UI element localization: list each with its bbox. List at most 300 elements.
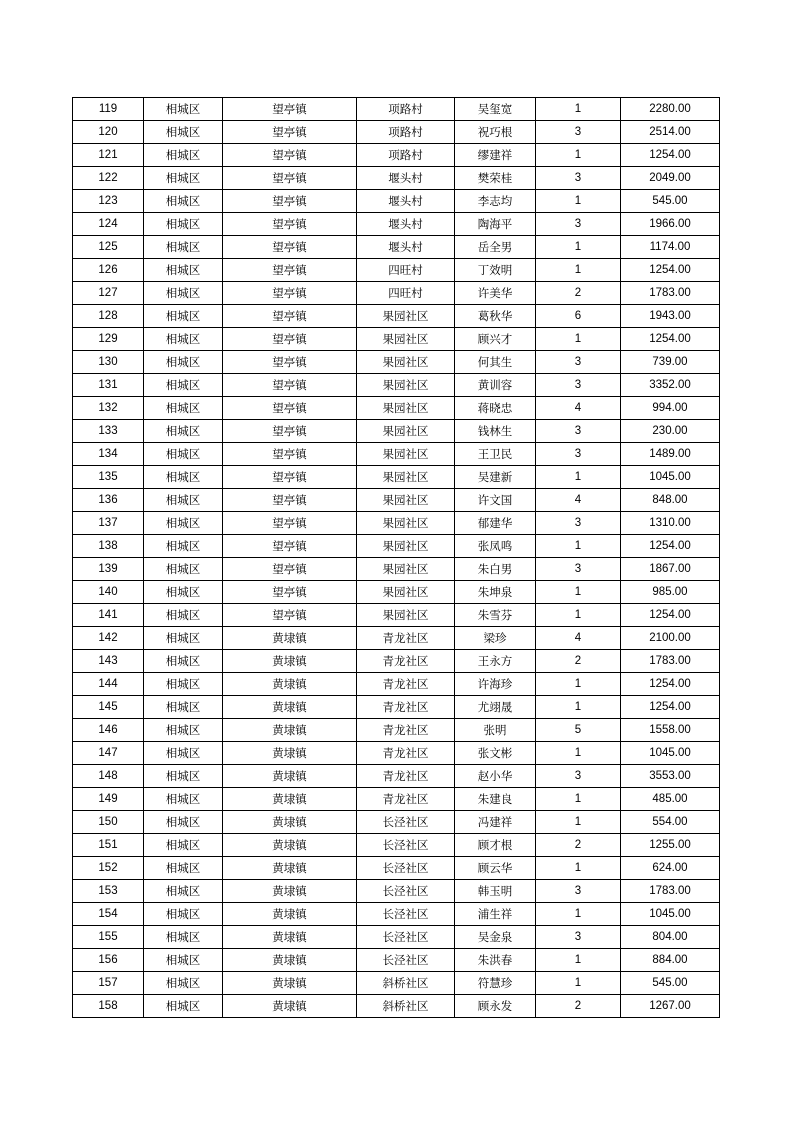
district-cell: 相城区 [144, 535, 223, 558]
household-size-cell: 5 [536, 719, 621, 742]
village-cell: 堰头村 [357, 213, 455, 236]
name-cell: 祝巧根 [455, 121, 536, 144]
row-number: 120 [73, 121, 144, 144]
district-cell: 相城区 [144, 443, 223, 466]
row-number: 145 [73, 696, 144, 719]
town-cell: 望亭镇 [223, 397, 357, 420]
table-row [73, 512, 720, 535]
town-cell: 黄埭镇 [223, 673, 357, 696]
household-size-cell: 3 [536, 558, 621, 581]
name-cell: 许文国 [455, 489, 536, 512]
household-size-cell: 3 [536, 880, 621, 903]
name-cell: 冯建祥 [455, 811, 536, 834]
district-cell: 相城区 [144, 673, 223, 696]
row-number: 155 [73, 926, 144, 949]
amount-cell: 1943.00 [621, 305, 720, 328]
table-row [73, 719, 720, 742]
village-cell: 果园社区 [357, 374, 455, 397]
table-row [73, 167, 720, 190]
row-number: 153 [73, 880, 144, 903]
row-number: 137 [73, 512, 144, 535]
village-cell: 青龙社区 [357, 650, 455, 673]
district-cell: 相城区 [144, 972, 223, 995]
town-cell: 望亭镇 [223, 282, 357, 305]
name-cell: 王永方 [455, 650, 536, 673]
district-cell: 相城区 [144, 121, 223, 144]
table-row [73, 995, 720, 1018]
district-cell: 相城区 [144, 742, 223, 765]
household-size-cell: 2 [536, 834, 621, 857]
district-cell: 相城区 [144, 236, 223, 259]
name-cell: 张文彬 [455, 742, 536, 765]
amount-cell: 1174.00 [621, 236, 720, 259]
town-cell: 黄埭镇 [223, 742, 357, 765]
row-number: 147 [73, 742, 144, 765]
amount-cell: 485.00 [621, 788, 720, 811]
name-cell: 郁建华 [455, 512, 536, 535]
district-cell: 相城区 [144, 489, 223, 512]
town-cell: 望亭镇 [223, 305, 357, 328]
district-cell: 相城区 [144, 627, 223, 650]
household-size-cell: 1 [536, 144, 621, 167]
amount-cell: 739.00 [621, 351, 720, 374]
amount-cell: 2100.00 [621, 627, 720, 650]
table-row [73, 144, 720, 167]
name-cell: 蒋晓忠 [455, 397, 536, 420]
table-row [73, 926, 720, 949]
village-cell: 长泾社区 [357, 949, 455, 972]
table-row [73, 190, 720, 213]
district-cell: 相城区 [144, 190, 223, 213]
village-cell: 长泾社区 [357, 834, 455, 857]
household-size-cell: 1 [536, 98, 621, 121]
row-number: 138 [73, 535, 144, 558]
district-cell: 相城区 [144, 604, 223, 627]
household-size-cell: 1 [536, 328, 621, 351]
name-cell: 何其生 [455, 351, 536, 374]
household-size-cell: 3 [536, 443, 621, 466]
table-row [73, 282, 720, 305]
row-number: 125 [73, 236, 144, 259]
row-number: 151 [73, 834, 144, 857]
row-number: 122 [73, 167, 144, 190]
district-cell: 相城区 [144, 351, 223, 374]
household-size-cell: 4 [536, 489, 621, 512]
name-cell: 浦生祥 [455, 903, 536, 926]
name-cell: 吴建新 [455, 466, 536, 489]
village-cell: 果园社区 [357, 535, 455, 558]
row-number: 152 [73, 857, 144, 880]
table-row [73, 834, 720, 857]
amount-cell: 230.00 [621, 420, 720, 443]
town-cell: 黄埭镇 [223, 926, 357, 949]
amount-cell: 1310.00 [621, 512, 720, 535]
table-row [73, 328, 720, 351]
amount-cell: 884.00 [621, 949, 720, 972]
name-cell: 赵小华 [455, 765, 536, 788]
village-cell: 青龙社区 [357, 742, 455, 765]
table-row [73, 420, 720, 443]
row-number: 140 [73, 581, 144, 604]
row-number: 134 [73, 443, 144, 466]
village-cell: 果园社区 [357, 305, 455, 328]
row-number: 141 [73, 604, 144, 627]
amount-cell: 848.00 [621, 489, 720, 512]
table-row [73, 673, 720, 696]
town-cell: 望亭镇 [223, 489, 357, 512]
name-cell: 吴金泉 [455, 926, 536, 949]
table-row [73, 581, 720, 604]
table-row [73, 788, 720, 811]
table-row [73, 650, 720, 673]
row-number: 158 [73, 995, 144, 1018]
household-size-cell: 3 [536, 121, 621, 144]
village-cell: 长泾社区 [357, 903, 455, 926]
village-cell: 青龙社区 [357, 696, 455, 719]
district-cell: 相城区 [144, 558, 223, 581]
row-number: 139 [73, 558, 144, 581]
household-size-cell: 1 [536, 972, 621, 995]
village-cell: 果园社区 [357, 466, 455, 489]
table-row [73, 466, 720, 489]
village-cell: 堰头村 [357, 167, 455, 190]
name-cell: 丁效明 [455, 259, 536, 282]
name-cell: 钱林生 [455, 420, 536, 443]
amount-cell: 1255.00 [621, 834, 720, 857]
household-size-cell: 2 [536, 995, 621, 1018]
town-cell: 望亭镇 [223, 604, 357, 627]
amount-cell: 3352.00 [621, 374, 720, 397]
amount-cell: 804.00 [621, 926, 720, 949]
table-row [73, 880, 720, 903]
household-size-cell: 3 [536, 167, 621, 190]
household-size-cell: 3 [536, 351, 621, 374]
household-size-cell: 3 [536, 374, 621, 397]
name-cell: 王卫民 [455, 443, 536, 466]
village-cell: 果园社区 [357, 328, 455, 351]
row-number: 143 [73, 650, 144, 673]
village-cell: 青龙社区 [357, 673, 455, 696]
household-size-cell: 1 [536, 673, 621, 696]
amount-cell: 1045.00 [621, 903, 720, 926]
amount-cell: 1489.00 [621, 443, 720, 466]
village-cell: 果园社区 [357, 581, 455, 604]
name-cell: 岳全男 [455, 236, 536, 259]
village-cell: 果园社区 [357, 558, 455, 581]
town-cell: 黄埭镇 [223, 857, 357, 880]
town-cell: 望亭镇 [223, 374, 357, 397]
town-cell: 望亭镇 [223, 351, 357, 374]
amount-cell: 1558.00 [621, 719, 720, 742]
household-size-cell: 1 [536, 535, 621, 558]
town-cell: 望亭镇 [223, 443, 357, 466]
name-cell: 葛秋华 [455, 305, 536, 328]
table-row [73, 374, 720, 397]
name-cell: 尤翊晟 [455, 696, 536, 719]
row-number: 132 [73, 397, 144, 420]
amount-cell: 1783.00 [621, 650, 720, 673]
village-cell: 长泾社区 [357, 857, 455, 880]
household-size-cell: 6 [536, 305, 621, 328]
town-cell: 望亭镇 [223, 259, 357, 282]
town-cell: 黄埭镇 [223, 880, 357, 903]
district-cell: 相城区 [144, 696, 223, 719]
town-cell: 望亭镇 [223, 466, 357, 489]
amount-cell: 1254.00 [621, 259, 720, 282]
town-cell: 望亭镇 [223, 213, 357, 236]
name-cell: 朱雪芬 [455, 604, 536, 627]
village-cell: 果园社区 [357, 512, 455, 535]
household-size-cell: 1 [536, 742, 621, 765]
district-cell: 相城区 [144, 926, 223, 949]
district-cell: 相城区 [144, 144, 223, 167]
district-cell: 相城区 [144, 328, 223, 351]
village-cell: 青龙社区 [357, 627, 455, 650]
table-row [73, 535, 720, 558]
village-cell: 长泾社区 [357, 926, 455, 949]
village-cell: 长泾社区 [357, 880, 455, 903]
household-size-cell: 2 [536, 650, 621, 673]
name-cell: 吴玺宽 [455, 98, 536, 121]
table-row [73, 489, 720, 512]
town-cell: 望亭镇 [223, 144, 357, 167]
table-row [73, 121, 720, 144]
amount-cell: 545.00 [621, 972, 720, 995]
name-cell: 韩玉明 [455, 880, 536, 903]
amount-cell: 1267.00 [621, 995, 720, 1018]
table-row [73, 213, 720, 236]
household-size-cell: 4 [536, 397, 621, 420]
table-row [73, 98, 720, 121]
name-cell: 黄训容 [455, 374, 536, 397]
town-cell: 望亭镇 [223, 121, 357, 144]
household-size-cell: 1 [536, 857, 621, 880]
amount-cell: 1045.00 [621, 742, 720, 765]
household-size-cell: 1 [536, 236, 621, 259]
district-cell: 相城区 [144, 420, 223, 443]
district-cell: 相城区 [144, 98, 223, 121]
row-number: 124 [73, 213, 144, 236]
amount-cell: 985.00 [621, 581, 720, 604]
table-row [73, 236, 720, 259]
row-number: 157 [73, 972, 144, 995]
district-cell: 相城区 [144, 512, 223, 535]
household-size-cell: 3 [536, 512, 621, 535]
name-cell: 张凤鸣 [455, 535, 536, 558]
name-cell: 张明 [455, 719, 536, 742]
amount-cell: 545.00 [621, 190, 720, 213]
district-cell: 相城区 [144, 811, 223, 834]
village-cell: 斜桥社区 [357, 995, 455, 1018]
row-number: 144 [73, 673, 144, 696]
amount-cell: 554.00 [621, 811, 720, 834]
town-cell: 黄埭镇 [223, 627, 357, 650]
household-size-cell: 3 [536, 420, 621, 443]
name-cell: 缪建祥 [455, 144, 536, 167]
village-cell: 堰头村 [357, 190, 455, 213]
town-cell: 黄埭镇 [223, 788, 357, 811]
row-number: 130 [73, 351, 144, 374]
row-number: 133 [73, 420, 144, 443]
district-cell: 相城区 [144, 397, 223, 420]
row-number: 149 [73, 788, 144, 811]
amount-cell: 624.00 [621, 857, 720, 880]
town-cell: 望亭镇 [223, 167, 357, 190]
amount-cell: 1254.00 [621, 696, 720, 719]
amount-cell: 1254.00 [621, 144, 720, 167]
table-row [73, 949, 720, 972]
amount-cell: 1966.00 [621, 213, 720, 236]
household-size-cell: 1 [536, 788, 621, 811]
amount-cell: 1045.00 [621, 466, 720, 489]
name-cell: 梁珍 [455, 627, 536, 650]
district-cell: 相城区 [144, 949, 223, 972]
town-cell: 黄埭镇 [223, 811, 357, 834]
row-number: 156 [73, 949, 144, 972]
name-cell: 朱坤泉 [455, 581, 536, 604]
amount-cell: 1254.00 [621, 604, 720, 627]
row-number: 119 [73, 98, 144, 121]
town-cell: 望亭镇 [223, 535, 357, 558]
town-cell: 望亭镇 [223, 236, 357, 259]
district-cell: 相城区 [144, 374, 223, 397]
village-cell: 项路村 [357, 98, 455, 121]
table-row [73, 305, 720, 328]
village-cell: 青龙社区 [357, 719, 455, 742]
table-row [73, 627, 720, 650]
town-cell: 黄埭镇 [223, 719, 357, 742]
table-row [73, 443, 720, 466]
household-size-cell: 3 [536, 926, 621, 949]
amount-cell: 2049.00 [621, 167, 720, 190]
household-size-cell: 1 [536, 581, 621, 604]
town-cell: 望亭镇 [223, 512, 357, 535]
amount-cell: 1867.00 [621, 558, 720, 581]
town-cell: 望亭镇 [223, 420, 357, 443]
household-size-cell: 1 [536, 811, 621, 834]
amount-cell: 1254.00 [621, 535, 720, 558]
table-row [73, 811, 720, 834]
table-row [73, 972, 720, 995]
amount-cell: 2514.00 [621, 121, 720, 144]
district-cell: 相城区 [144, 765, 223, 788]
document-page [72, 97, 719, 1018]
district-cell: 相城区 [144, 213, 223, 236]
village-cell: 项路村 [357, 121, 455, 144]
name-cell: 朱白男 [455, 558, 536, 581]
district-cell: 相城区 [144, 581, 223, 604]
amount-cell: 1254.00 [621, 328, 720, 351]
household-size-cell: 3 [536, 765, 621, 788]
town-cell: 望亭镇 [223, 98, 357, 121]
town-cell: 望亭镇 [223, 581, 357, 604]
name-cell: 樊荣桂 [455, 167, 536, 190]
village-cell: 果园社区 [357, 351, 455, 374]
table-row [73, 742, 720, 765]
household-size-cell: 1 [536, 903, 621, 926]
district-cell: 相城区 [144, 305, 223, 328]
town-cell: 黄埭镇 [223, 995, 357, 1018]
district-cell: 相城区 [144, 282, 223, 305]
name-cell: 朱建良 [455, 788, 536, 811]
village-cell: 果园社区 [357, 604, 455, 627]
row-number: 131 [73, 374, 144, 397]
district-cell: 相城区 [144, 466, 223, 489]
town-cell: 黄埭镇 [223, 650, 357, 673]
district-cell: 相城区 [144, 880, 223, 903]
row-number: 129 [73, 328, 144, 351]
table-row [73, 259, 720, 282]
household-size-cell: 1 [536, 949, 621, 972]
table-row [73, 696, 720, 719]
town-cell: 黄埭镇 [223, 972, 357, 995]
amount-cell: 3553.00 [621, 765, 720, 788]
household-size-cell: 1 [536, 696, 621, 719]
name-cell: 符慧珍 [455, 972, 536, 995]
village-cell: 长泾社区 [357, 811, 455, 834]
name-cell: 许美华 [455, 282, 536, 305]
household-size-cell: 1 [536, 259, 621, 282]
village-cell: 青龙社区 [357, 788, 455, 811]
table-row [73, 397, 720, 420]
table-row [73, 351, 720, 374]
village-cell: 果园社区 [357, 443, 455, 466]
town-cell: 望亭镇 [223, 558, 357, 581]
row-number: 142 [73, 627, 144, 650]
household-size-cell: 2 [536, 282, 621, 305]
town-cell: 黄埭镇 [223, 834, 357, 857]
name-cell: 朱洪春 [455, 949, 536, 972]
table-row [73, 604, 720, 627]
village-cell: 堰头村 [357, 236, 455, 259]
town-cell: 黄埭镇 [223, 949, 357, 972]
village-cell: 四旺村 [357, 259, 455, 282]
row-number: 154 [73, 903, 144, 926]
district-cell: 相城区 [144, 719, 223, 742]
amount-cell: 2280.00 [621, 98, 720, 121]
row-number: 126 [73, 259, 144, 282]
town-cell: 望亭镇 [223, 328, 357, 351]
name-cell: 陶海平 [455, 213, 536, 236]
name-cell: 李志均 [455, 190, 536, 213]
name-cell: 顾云华 [455, 857, 536, 880]
district-cell: 相城区 [144, 834, 223, 857]
household-size-cell: 4 [536, 627, 621, 650]
amount-cell: 1783.00 [621, 880, 720, 903]
village-cell: 项路村 [357, 144, 455, 167]
amount-cell: 1254.00 [621, 673, 720, 696]
table-body [73, 98, 720, 1018]
district-cell: 相城区 [144, 903, 223, 926]
town-cell: 黄埭镇 [223, 696, 357, 719]
amount-cell: 1783.00 [621, 282, 720, 305]
village-cell: 四旺村 [357, 282, 455, 305]
village-cell: 果园社区 [357, 420, 455, 443]
household-size-cell: 1 [536, 466, 621, 489]
table-row [73, 857, 720, 880]
row-number: 135 [73, 466, 144, 489]
district-cell: 相城区 [144, 259, 223, 282]
town-cell: 黄埭镇 [223, 765, 357, 788]
table-row [73, 558, 720, 581]
town-cell: 黄埭镇 [223, 903, 357, 926]
table-row [73, 903, 720, 926]
village-cell: 果园社区 [357, 489, 455, 512]
household-size-cell: 1 [536, 190, 621, 213]
relief-roster-table [72, 97, 720, 1018]
name-cell: 顾兴才 [455, 328, 536, 351]
row-number: 150 [73, 811, 144, 834]
